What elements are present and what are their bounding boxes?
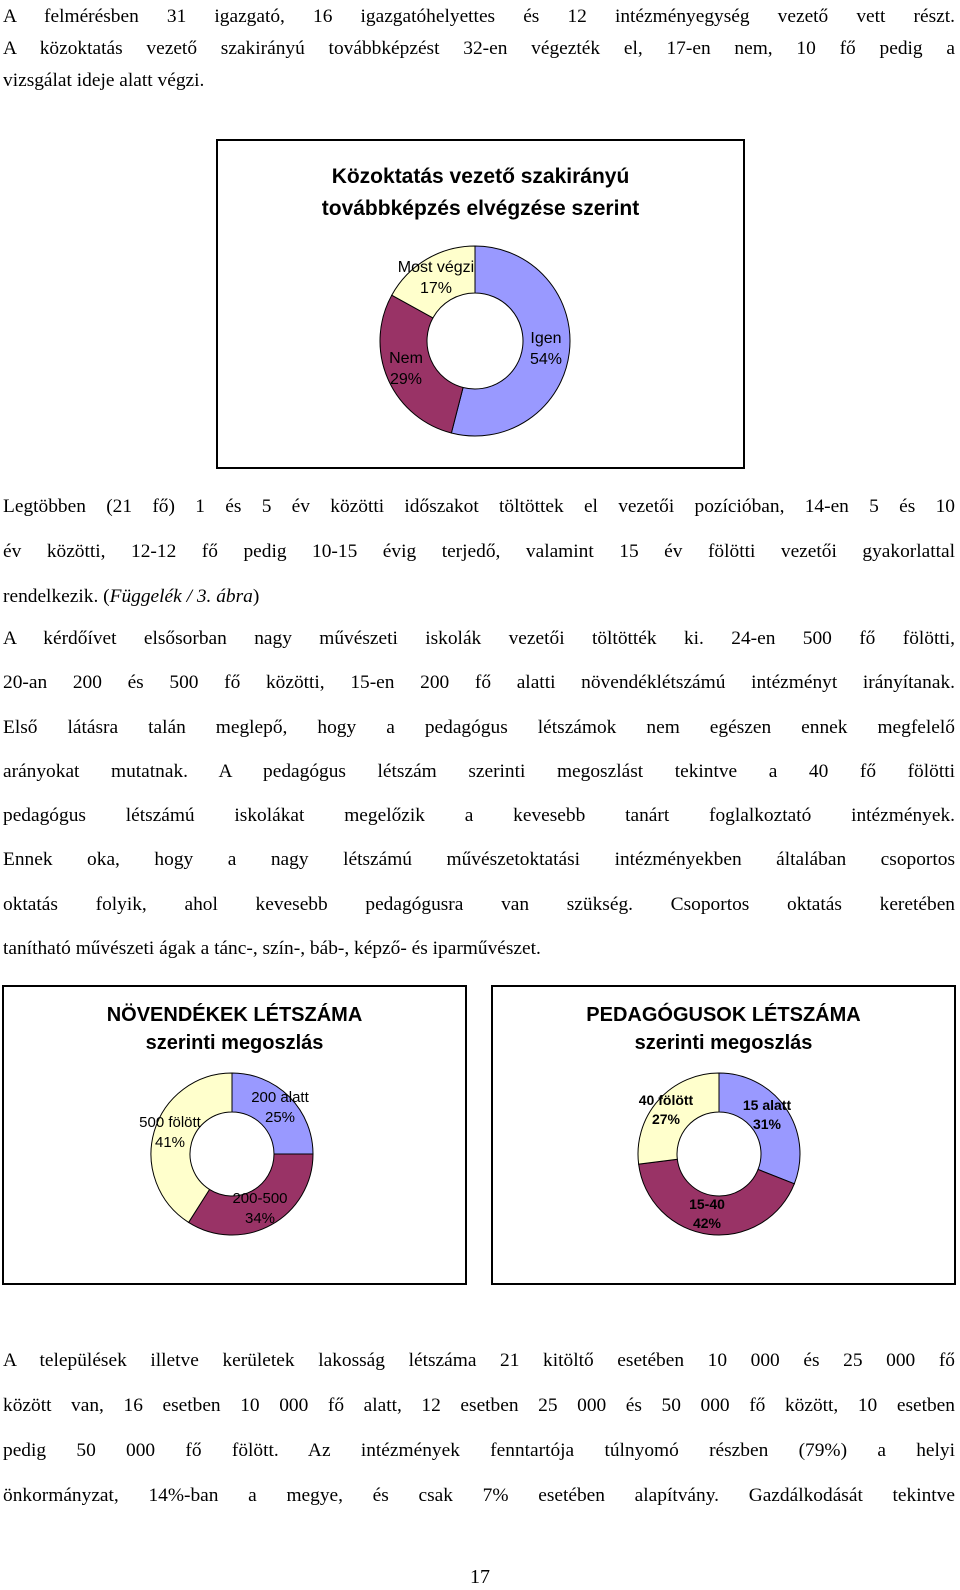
slice-label-name: 15-40 (689, 1196, 725, 1212)
figure-reference: Függelék / 3. ábra (109, 586, 253, 607)
text-line (3, 574, 955, 619)
text-line: Első látásra talán meglepő, hogy a pedagógus létszámok nem egészen ennek megfelelő (3, 716, 955, 738)
text-line: között van, 16 esetben 10 000 fő alatt, 12 esetben 25 000 és 50 000 fő között, 10 esetben (3, 1395, 955, 1416)
slice-label-percent: 54% (529, 351, 563, 368)
page-number: 17 (470, 1566, 490, 1588)
slice-label-name: 40 fölött (638, 1092, 694, 1108)
slice-label-percent: 25% (264, 1109, 296, 1126)
chart-students-box (2, 985, 467, 1285)
slice-label-percent: 29% (389, 371, 423, 388)
text-fragment: ) (252, 586, 260, 607)
text-line: tanítható művészeti ágak a tánc-, szín-, báb-, képző- és iparművészet. (3, 938, 541, 960)
text-line: év közötti, 12-12 fő pedig 10-15 évig terjedő, valamint 15 év fölötti vezetői gyakorlattal (3, 541, 955, 562)
text-line: A kérdőívet elsősorban nagy művészeti iskolák vezetői töltötték ki. 24-en 500 fő fölötti, (3, 628, 955, 649)
slice-label-percent: 42% (692, 1215, 722, 1231)
chart-title-line: NÖVENDÉKEK LÉTSZÁMA (106, 1004, 363, 1026)
slice-label-name: Nem (389, 350, 423, 367)
text-line: A közoktatás vezető szakirányú továbbképzést 32-en végezték el, 17-en nem, 10 fő pedig a (3, 38, 955, 59)
paragraph-students (3, 617, 955, 971)
text-line: A települések illetve kerületek lakosság létszáma 21 kitöltő esetében 10 000 és 25 000 fő (3, 1350, 955, 1371)
text-line: pedagógus létszámú iskolákat megelőzik a kevesebb tanárt foglalkoztató intézmények. (3, 805, 955, 827)
text-line: vizsgálat ideje alatt végzi. (3, 70, 205, 91)
chart-title-line: továbbképzés elvégzése szerint (321, 197, 640, 220)
chart-title-line: Közoktatás vezető szakirányú (331, 165, 630, 188)
slice-label-percent: 17% (419, 280, 453, 297)
slice-label-name: 200 alatt (251, 1089, 309, 1106)
text-line: A felmérésben 31 igazgató, 16 igazgatóhelyettes és 12 intézményegység vezető vett részt. (3, 6, 955, 27)
chart-title-line: szerinti megoszlás (145, 1032, 324, 1054)
slice-label-name: 500 fölött (139, 1114, 201, 1131)
chart-title-line: PEDAGÓGUSOK LÉTSZÁMA (586, 1004, 861, 1026)
slice-label-percent: 27% (651, 1111, 681, 1127)
slice-label-percent: 34% (244, 1210, 276, 1227)
text-line: Legtöbben (21 fő) 1 és 5 év közötti időszakot töltöttek el vezetői pozícióban, 14-en 5 és 10 (3, 496, 955, 517)
slice-label-name: Igen (530, 330, 562, 347)
text-fragment: rendelkezik. ( (3, 586, 110, 607)
text-line: oktatás folyik, ahol kevesebb pedagógusra van szükség. Csoportos oktatás keretében (3, 893, 955, 915)
text-line: arányokat mutatnak. A pedagógus létszám szerinti megoszlást tekintve a 40 fő fölötti (3, 760, 955, 782)
text-line: önkormányzat, 14%-ban a megye, és csak 7% esetében alapítvány. Gazdálkodását tekintve (3, 1485, 955, 1506)
paragraph-intro (3, 1, 955, 97)
slice-label-name: 15 alatt (742, 1097, 792, 1113)
chart-teachers-box (491, 985, 956, 1285)
donut-chart-teachers (493, 987, 954, 1283)
chart-training-box (216, 139, 745, 469)
slice-label-percent: 41% (154, 1134, 186, 1151)
slice-label-name: Most végzi (397, 259, 475, 276)
paragraph-experience (3, 484, 955, 619)
donut-chart-training (218, 141, 743, 467)
text-line: pedig 50 000 fő fölött. Az intézmények fenntartója túlnyomó részben (79%) a helyi (3, 1440, 955, 1461)
slice-label-percent: 31% (752, 1116, 782, 1132)
text-line: Ennek oka, hogy a nagy létszámú művészetoktatási intézményekben általában csoportos (3, 849, 955, 871)
text-line: 20-an 200 és 500 fő közötti, 15-en 200 fő alatti növendéklétszámú intézményt irányítanak. (3, 672, 955, 694)
donut-chart-students (4, 987, 465, 1283)
paragraph-settlements (3, 1338, 955, 1518)
slice-label-name: 200-500 (232, 1190, 288, 1207)
chart-title-line: szerinti megoszlás (634, 1032, 813, 1054)
